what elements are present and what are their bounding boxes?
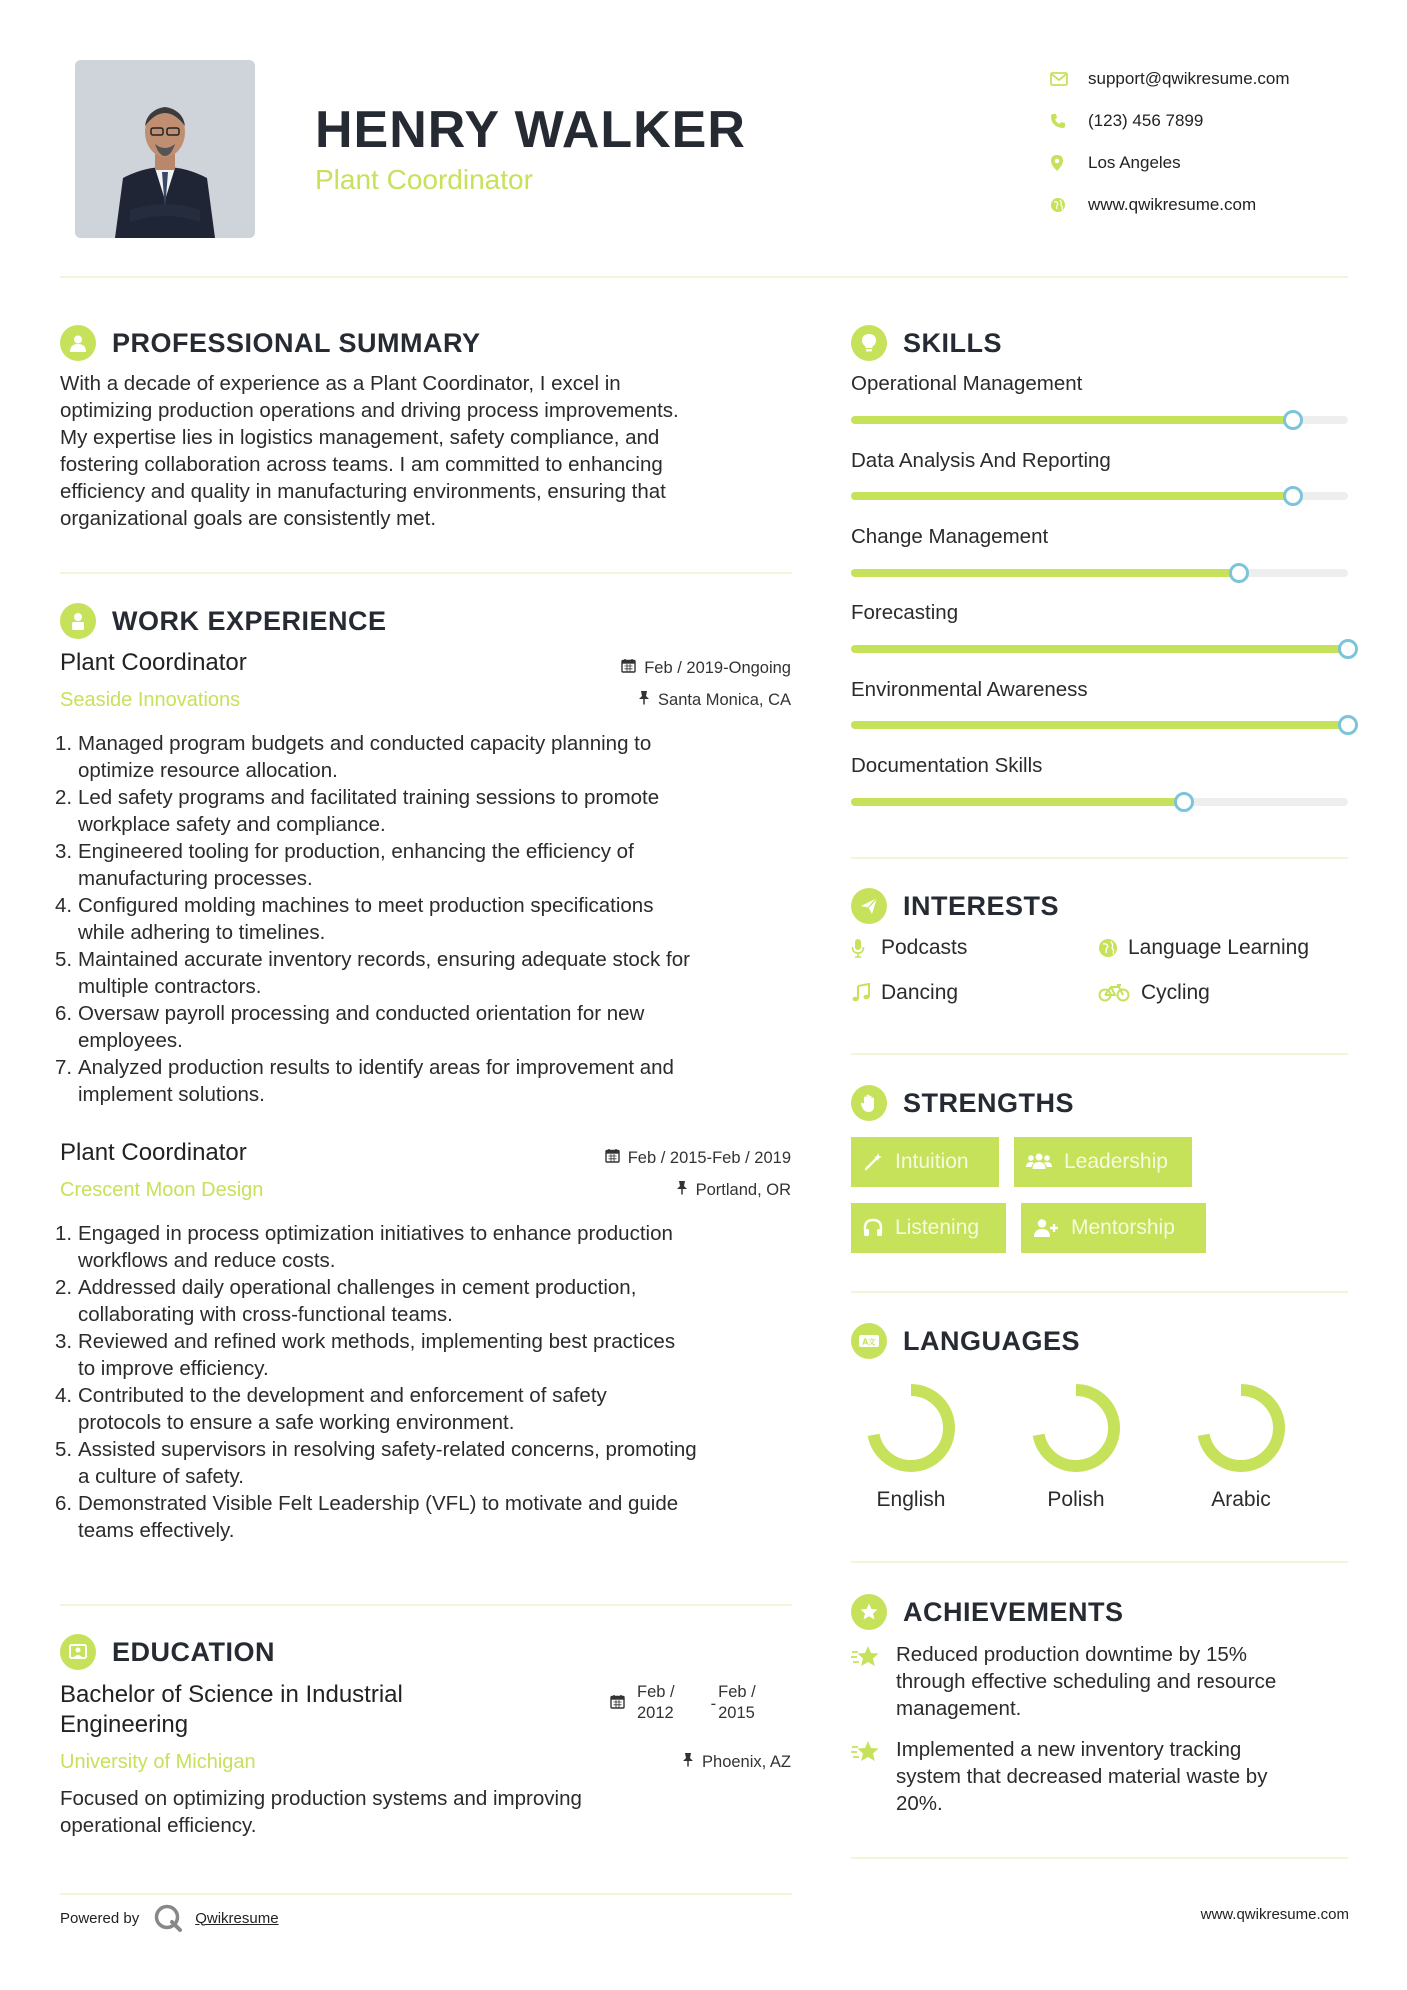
strength-chip [851, 1203, 1006, 1253]
job-responsibilities [55, 1220, 800, 1544]
skill-name: Data Analysis And Reporting [851, 449, 1111, 472]
star-icon [851, 1736, 896, 1817]
bicycle-icon [1098, 984, 1141, 1002]
interest-item [1098, 981, 1210, 1005]
user-plus-icon [1033, 1218, 1059, 1238]
magic-wand-icon [863, 1152, 883, 1172]
section-divider [60, 572, 792, 574]
headphones-icon [863, 1218, 883, 1238]
job-location-text: Portland, OR [695, 1180, 791, 1199]
strength-label: Intuition [895, 1150, 969, 1173]
job-date-text: Feb / 2019-Ongoing [644, 658, 791, 677]
skills-title: SKILLS [903, 327, 1003, 358]
skill-bar [851, 569, 1348, 577]
strength-label: Mentorship [1071, 1216, 1175, 1239]
job-title: Plant Coordinator [60, 649, 247, 676]
education-location [682, 1752, 791, 1772]
strength-chip [851, 1137, 999, 1187]
calendar-icon [605, 1148, 620, 1168]
education-heading [60, 1634, 275, 1670]
achievements-title: ACHIEVEMENTS [903, 1596, 1124, 1627]
paper-plane-icon [851, 888, 887, 924]
list-item: 2. Led safety programs and facilitated training sessions to promote workplace safety and compliance. [55, 786, 660, 836]
languages-heading [851, 1323, 1080, 1359]
strengths-heading [851, 1085, 1074, 1121]
lightbulb-icon [851, 325, 887, 361]
skill-name: Operational Management [851, 372, 1083, 395]
list-item: 4. Contributed to the development and enforcement of safety protocols to ensure a safe working environment. [55, 1384, 607, 1434]
skill-bar-knob [1338, 639, 1358, 659]
list-item: 6. Demonstrated Visible Felt Leadership (VFL) to motivate and guide teams effectively. [55, 1492, 679, 1542]
achievement-text: Reduced production downtime by 15% through effective scheduling and resource management. [896, 1643, 1277, 1720]
pushpin-icon [638, 690, 650, 710]
powered-by-label: Powered by [60, 1909, 140, 1927]
summary-line: optimizing production operations and driving process improvements. [60, 399, 679, 422]
contact-website[interactable] [1050, 184, 1290, 226]
language-item [1181, 1378, 1301, 1512]
skill-bar-fill [851, 721, 1348, 729]
summary-line: organizational goals are consistently met. [60, 507, 437, 530]
interest-item [851, 981, 958, 1005]
interest-item [851, 936, 967, 960]
job-responsibilities [55, 730, 800, 1108]
interests-heading [851, 888, 1059, 924]
skill-bar [851, 416, 1348, 424]
list-item: 3. Reviewed and refined work methods, implementing best practices to improve efficiency. [55, 1330, 676, 1380]
contact-email[interactable] [1050, 58, 1290, 100]
section-divider [851, 1291, 1348, 1293]
summary-title: PROFESSIONAL SUMMARY [112, 327, 481, 358]
job-date [621, 658, 791, 678]
qwikresume-logo-icon [153, 1903, 183, 1933]
skills-heading [851, 325, 1002, 361]
section-divider [60, 1604, 792, 1606]
job-location-text: Santa Monica, CA [658, 690, 791, 709]
job-location [676, 1180, 791, 1200]
skill-name: Forecasting [851, 601, 959, 624]
education-description: Focused on optimizing production systems and improving operational efficiency. [60, 1787, 582, 1837]
briefcase-user-icon [60, 603, 96, 639]
education-start-date: Feb / 2012 [637, 1683, 675, 1722]
pushpin-icon [676, 1180, 688, 1200]
job-location [638, 690, 791, 710]
user-icon [60, 325, 96, 361]
job-company: Crescent Moon Design [60, 1179, 264, 1201]
skill-bar-knob [1229, 563, 1249, 583]
language-icon [851, 1323, 887, 1359]
contact-location-text: Los Angeles [1088, 153, 1181, 172]
hand-icon [851, 1085, 887, 1121]
skill-bar-knob [1283, 486, 1303, 506]
candidate-role: Plant Coordinator [315, 164, 533, 195]
star-icon [851, 1641, 896, 1722]
microphone-icon [851, 938, 881, 958]
phone-icon [1050, 111, 1088, 131]
qwikresume-link[interactable]: Qwikresume [195, 1909, 279, 1927]
contact-location [1050, 142, 1290, 184]
education-end-date: Feb / 2015 [718, 1683, 756, 1722]
strengths-title: STRENGTHS [903, 1087, 1075, 1118]
globe-icon [1050, 195, 1088, 215]
achievement-item [851, 1641, 1361, 1722]
job-title: Plant Coordinator [60, 1139, 247, 1166]
interest-label: Dancing [881, 981, 959, 1004]
summary-line: fostering collaboration across teams. I am committed to enhancing [60, 453, 663, 476]
language-item [851, 1378, 971, 1512]
language-level-ring [861, 1378, 961, 1478]
degree-title: Bachelor of Science in Industrial Engineering [60, 1681, 403, 1738]
list-item: 5. Maintained accurate inventory records, ensuring adequate stock for multiple contractors. [55, 948, 690, 998]
calendar-icon [621, 658, 636, 678]
strength-chip [1014, 1137, 1192, 1187]
section-divider [851, 1857, 1348, 1859]
skill-bar [851, 798, 1348, 806]
section-divider [60, 1893, 792, 1895]
skill-bar-fill [851, 569, 1239, 577]
globe-icon [1098, 938, 1128, 958]
group-icon [1026, 1152, 1052, 1172]
graduate-icon [60, 1634, 96, 1670]
section-divider [851, 857, 1348, 859]
interests-title: INTERESTS [903, 890, 1060, 921]
list-item: 1. Managed program budgets and conducted capacity planning to optimize resource allocation. [55, 732, 652, 782]
skill-bar [851, 492, 1348, 500]
experience-title: WORK EXPERIENCE [112, 605, 387, 636]
achievement-item [851, 1736, 1361, 1817]
education-title: EDUCATION [112, 1636, 275, 1667]
list-item: 3. Engineered tooling for production, enhancing the efficiency of manufacturing processes. [55, 840, 634, 890]
skill-bar-fill [851, 492, 1293, 500]
footer-powered-by [60, 1903, 279, 1933]
skill-bar-knob [1338, 715, 1358, 735]
skill-bar-knob [1283, 410, 1303, 430]
skill-bar [851, 721, 1348, 729]
section-divider [851, 1053, 1348, 1055]
mail-icon [1050, 69, 1088, 89]
summary-text [60, 370, 800, 532]
job-date [605, 1148, 791, 1168]
list-item: 4. Configured molding machines to meet production specifications while adhering to timelines. [55, 894, 654, 944]
interest-label: Language Learning [1128, 936, 1310, 959]
date-separator: - [710, 1695, 717, 1713]
job-date-text: Feb / 2015-Feb / 2019 [627, 1148, 791, 1167]
list-item: 6. Oversaw payroll processing and conducted orientation for new employees. [55, 1002, 645, 1052]
candidate-name: HENRY WALKER [315, 101, 746, 159]
skill-bar-fill [851, 798, 1184, 806]
contact-list [1050, 58, 1290, 226]
header-divider [60, 276, 1348, 278]
skill-bar-fill [851, 416, 1293, 424]
experience-heading [60, 603, 387, 639]
interest-item [1098, 936, 1309, 960]
footer-url[interactable]: www.qwikresume.com [1200, 1906, 1349, 1923]
section-divider [851, 1561, 1348, 1563]
skill-name: Environmental Awareness [851, 678, 1088, 701]
profile-photo [75, 60, 255, 238]
interest-label: Podcasts [881, 936, 968, 959]
job-company: Seaside Innovations [60, 689, 241, 711]
location-pin-icon [1050, 153, 1088, 173]
strength-label: Leadership [1064, 1150, 1168, 1173]
summary-line: My expertise lies in logistics management, safety compliance, and [60, 426, 660, 449]
strength-chip [1021, 1203, 1206, 1253]
language-level-ring [1191, 1378, 1291, 1478]
list-item: 2. Addressed daily operational challenges in cement production, collaborating with cross-functional teams. [55, 1276, 637, 1326]
skill-bar [851, 645, 1348, 653]
language-label: Arabic [1211, 1488, 1271, 1511]
list-item: 1. Engaged in process optimization initiatives to enhance production workflows and reduce costs. [55, 1222, 673, 1272]
languages-title: LANGUAGES [903, 1325, 1081, 1356]
language-label: English [876, 1488, 946, 1511]
school-name: University of Michigan [60, 1751, 256, 1773]
list-item: 5. Assisted supervisors in resolving safety-related concerns, promoting a culture of safety. [55, 1438, 697, 1488]
language-level-ring [1026, 1378, 1126, 1478]
contact-website-text: www.qwikresume.com [1088, 195, 1257, 214]
award-star-icon [851, 1594, 887, 1630]
pushpin-icon [682, 1752, 694, 1772]
achievement-text: Implemented a new inventory tracking system that decreased material waste by 20%. [896, 1738, 1268, 1815]
summary-line: With a decade of experience as a Plant Coordinator, I excel in [60, 372, 621, 395]
education-dates [610, 1682, 756, 1724]
achievements-heading [851, 1594, 1124, 1630]
contact-phone[interactable] [1050, 100, 1290, 142]
svg-text:A文: A文 [862, 1337, 876, 1347]
contact-email-text: support@qwikresume.com [1088, 69, 1290, 88]
summary-line: efficiency and quality in manufacturing environments, ensuring that [60, 480, 666, 503]
strength-label: Listening [895, 1216, 980, 1239]
language-item [1016, 1378, 1136, 1512]
calendar-icon [610, 1682, 625, 1724]
contact-phone-text: (123) 456 7899 [1088, 111, 1204, 130]
skill-bar-fill [851, 645, 1348, 653]
music-note-icon [851, 983, 881, 1003]
skill-name: Change Management [851, 525, 1049, 548]
skill-bar-knob [1174, 792, 1194, 812]
summary-heading [60, 325, 481, 361]
language-label: Polish [1047, 1488, 1105, 1511]
interest-label: Cycling [1141, 981, 1210, 1004]
skill-name: Documentation Skills [851, 754, 1043, 777]
list-item: 7. Analyzed production results to identify areas for improvement and implement solutions. [55, 1056, 674, 1106]
education-location-text: Phoenix, AZ [702, 1752, 791, 1771]
